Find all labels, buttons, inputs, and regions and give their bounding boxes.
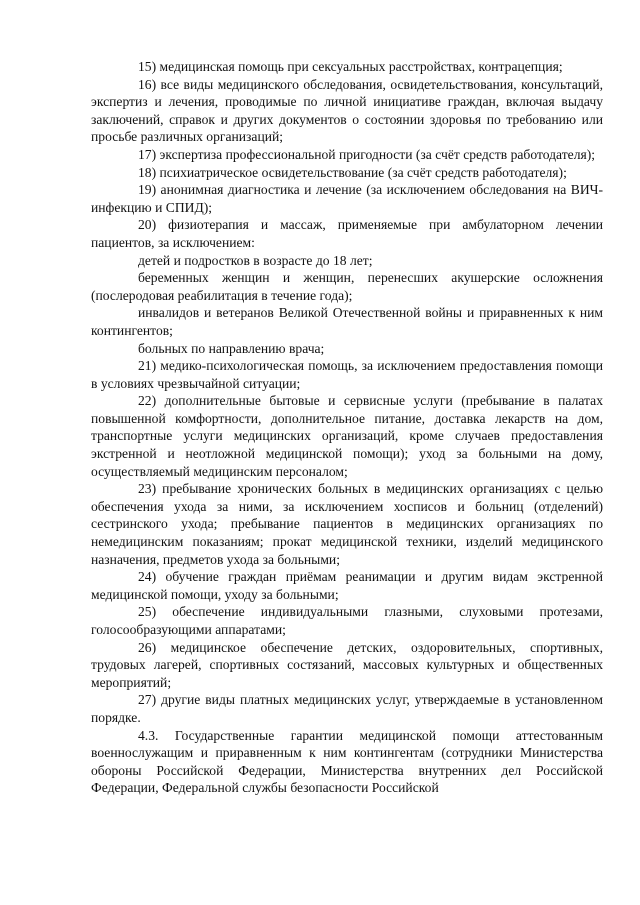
paragraph-item-17: 17) экспертиза профессиональной пригодности (за счёт средств работодателя);: [138, 146, 596, 162]
document-page: [91, 58, 603, 797]
paragraph-item-16: 16) все виды медицинского обследования, освидетельствования, консультаций, экспертиз и лечения, проводимые по личной инициативе граждан, включая выдачу заключений, справок и других документов о состоянии здоровья по требованию или просьбе различных организаций;: [91, 76, 603, 145]
paragraph-sub-referral: больных по направлению врача;: [138, 340, 325, 356]
paragraph-item-21: 21) медико-психологическая помощь, за исключением предоставления помощи в условиях чрезвычайной ситуации;: [91, 358, 603, 391]
paragraph-item-27: 27) другие виды платных медицинских услуг, утверждаемые в установленном порядке.: [91, 692, 603, 725]
paragraph-item-15: 15) медицинская помощь при сексуальных расстройствах, контрацепция;: [138, 59, 563, 74]
paragraph-sub-children: детей и подростков в возрасте до 18 лет;: [138, 252, 373, 268]
paragraph-item-20: 20) физиотерапия и массаж, применяемые при амбулаторном лечении пациентов, за исключением:: [91, 217, 603, 250]
paragraph-item-25: 25) обеспечение индивидуальными глазными, слуховыми протезами, голосообразующими аппаратами;: [91, 604, 603, 637]
paragraph-item-18: 18) психиатрическое освидетельствование (за счёт средств работодателя);: [138, 164, 567, 180]
paragraph-item-26: 26) медицинское обеспечение детских, оздоровительных, спортивных, трудовых лагерей, спортивных состязаний, массовых культурных и общественных мероприятий;: [91, 639, 603, 690]
paragraph-item-19: 19) анонимная диагностика и лечение (за исключением обследования на ВИЧ-инфекцию и СПИД);: [91, 182, 603, 215]
paragraph-sub-pregnant: беременных женщин и женщин, перенесших акушерские осложнения (послеродовая реабилитация в течение года);: [91, 270, 603, 303]
paragraph-item-24: 24) обучение граждан приёмам реанимации и другим видам экстренной медицинской помощи, уходу за больными;: [91, 569, 603, 602]
paragraph-item-22: 22) дополнительные бытовые и сервисные услуги (пребывание в палатах повышенной комфортности, дополнительное питание, доставка лекарств на дом, транспортные услуги медицинских организаций, кроме случаев предоставления экстренной и неотложной медицинской помощи); уход за больными на дому, осуществляемый медицинским персоналом;: [91, 393, 603, 479]
paragraph-item-23: 23) пребывание хронических больных в медицинских организациях с целью обеспечения ухода за ними, за исключением хосписов и больниц (отделений) сестринского ухода; пребывание пациентов в медицинских организациях по немедицинским показаниям; прокат медицинской техники, изделий медицинского назначения, предметов ухода за больными;: [91, 481, 603, 567]
paragraph-section-4-3: 4.3. Государственные гарантии медицинской помощи аттестованным военнослужащим и приравненным к ним контингентам (сотрудники Министерства обороны Российской Федерации, Министерства внутренних дел Российской Федерации, Федеральной службы безопасности Российской: [91, 727, 603, 796]
paragraph-sub-veterans: инвалидов и ветеранов Великой Отечественной войны и приравненных к ним контингентов;: [91, 305, 603, 338]
